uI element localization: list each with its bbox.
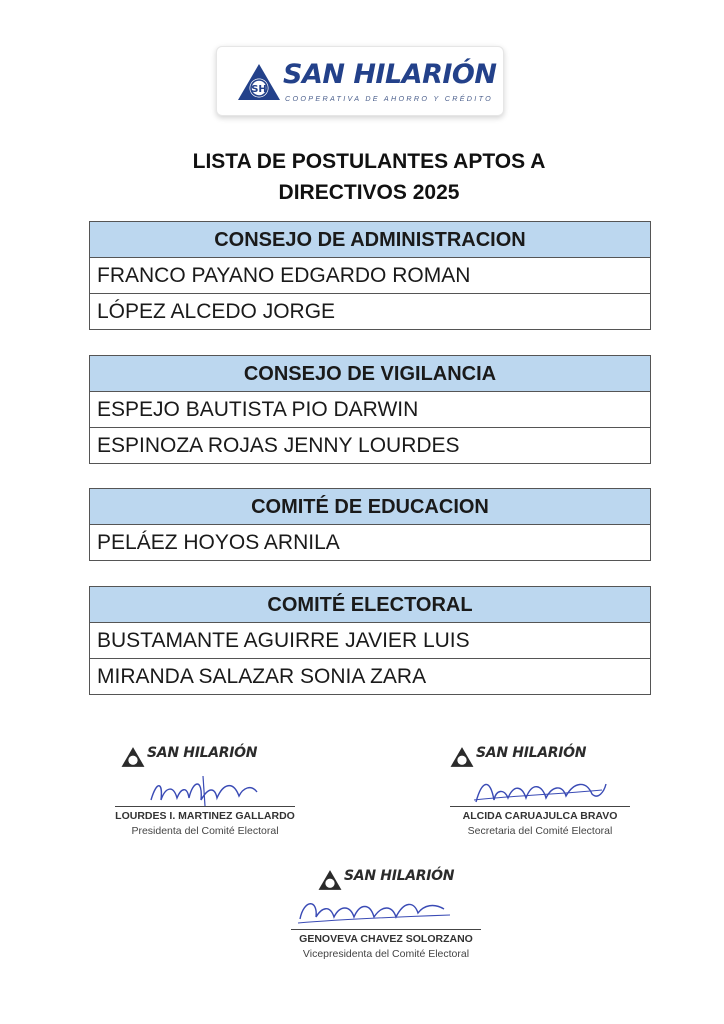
table-row: LÓPEZ ALCEDO JORGE <box>97 300 336 323</box>
page-title <box>0 146 724 208</box>
table-comite-electoral <box>89 586 651 695</box>
svg-text:SH: SH <box>251 84 267 95</box>
handwritten-signature <box>294 891 454 931</box>
table-row: MIRANDA SALAZAR SONIA ZARA <box>97 665 427 688</box>
handwritten-signature <box>470 770 610 810</box>
table-row: PELÁEZ HOYOS ARNILA <box>97 531 340 554</box>
cooperative-logo-icon <box>318 869 342 891</box>
table-consejo-administracion <box>89 221 651 330</box>
table-row: ESPEJO BAUTISTA PIO DARWIN <box>90 392 650 428</box>
signer-role: Presidenta del Comité Electoral <box>131 825 279 837</box>
table-header: CONSEJO DE VIGILANCIA <box>90 356 650 392</box>
table-comite-educacion <box>89 488 651 561</box>
logo-header <box>216 46 504 116</box>
signer-name: LOURDES I. MARTINEZ GALLARDO <box>115 810 295 822</box>
cooperative-logo-icon <box>121 746 145 768</box>
table-header: COMITÉ ELECTORAL <box>90 587 650 623</box>
table-header: CONSEJO DE ADMINISTRACION <box>90 222 650 258</box>
logo-name: SAN HILARIÓN <box>283 59 497 90</box>
signature-block-presidenta <box>105 742 305 837</box>
stamp-logo <box>105 742 305 772</box>
signer-role: Vicepresidenta del Comité Electoral <box>302 948 470 960</box>
stamp-logo <box>440 742 640 772</box>
stamp-name: SAN HILARIÓN <box>476 745 587 761</box>
cooperative-logo-icon <box>237 63 281 101</box>
signature-block-vicepresidenta <box>286 865 486 960</box>
handwritten-signature <box>143 770 263 810</box>
logo-tagline: COOPERATIVA DE AHORRO Y CRÉDITO <box>285 94 494 103</box>
signer-role: Secretaria del Comité Electoral <box>467 825 613 837</box>
stamp-name: SAN HILARIÓN <box>147 745 258 761</box>
signature-block-secretaria <box>440 742 640 837</box>
table-row: FRANCO PAYANO EDGARDO ROMAN <box>90 258 650 294</box>
table-header: COMITÉ DE EDUCACION <box>90 489 650 525</box>
table-consejo-vigilancia <box>89 355 651 464</box>
signer-name: ALCIDA CARUAJULCA BRAVO <box>462 810 618 822</box>
table-row: BUSTAMANTE AGUIRRE JAVIER LUIS <box>90 623 650 659</box>
title-line-2: DIRECTIVOS 2025 <box>278 181 460 204</box>
stamp-name: SAN HILARIÓN <box>344 868 455 884</box>
cooperative-logo-icon <box>450 746 474 768</box>
title-line-1: LISTA DE POSTULANTES APTOS A <box>192 150 546 173</box>
table-row: ESPINOZA ROJAS JENNY LOURDES <box>97 434 460 457</box>
signer-name: GENOVEVA CHAVEZ SOLORZANO <box>299 933 473 945</box>
